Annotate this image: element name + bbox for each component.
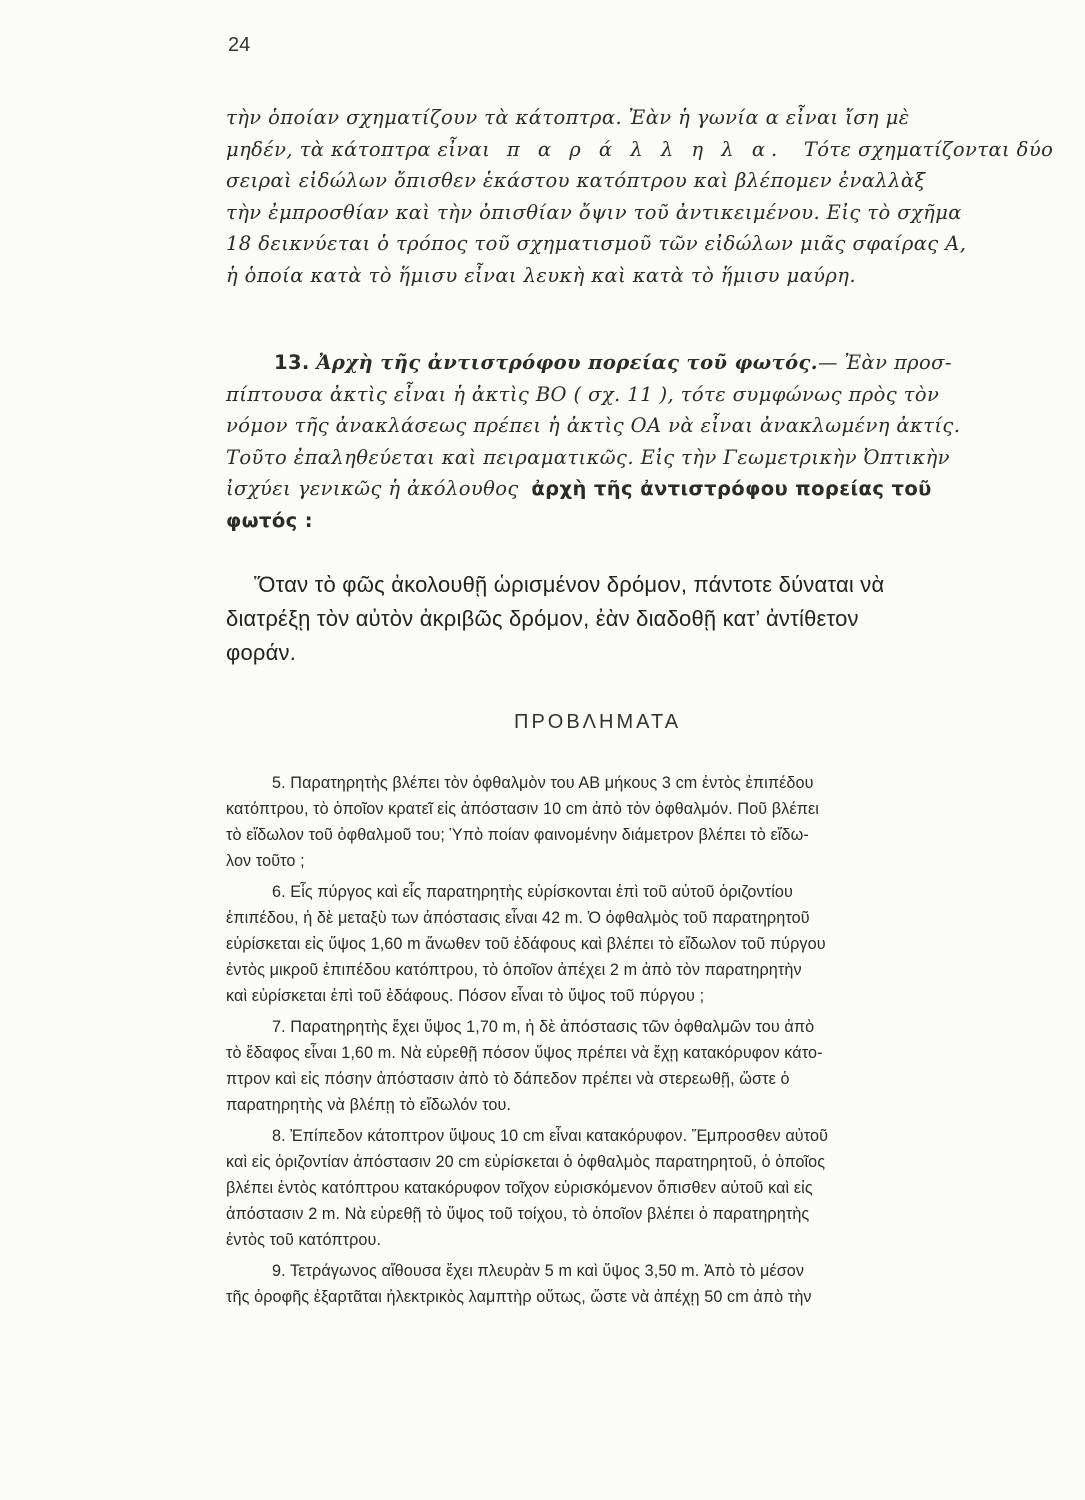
text-line: τὴν ἐμπροσθίαν καὶ τὴν ὀπισθίαν ὄψιν τοῦ ἀντικειμένου. Εἰς τὸ σχῆμα xyxy=(226,200,962,224)
text-line xyxy=(226,505,1062,537)
text-line: κατόπτρου, τὸ ὁποῖον κρατεῖ εἰς ἀπόστασιν 10 cm ἀπὸ τὸν ὀφθαλμόν. Ποῦ βλέπει xyxy=(226,800,819,818)
text-line: βλέπει ἐντὸς κατόπτρου κατακόρυφον τοῖχον εὑρισκόμενον ὄπισθεν αὐτοῦ καὶ εἰς xyxy=(226,1179,813,1197)
problem-9 xyxy=(226,1258,1062,1310)
text-line: παρατηρητὴς νὰ βλέπῃ τὸ εἴδωλόν του. xyxy=(226,1096,512,1114)
text-line: Τοῦτο ἐπαληθεύεται καὶ πειραματικῶς. Εἰς τὴν Γεωμετρικὴν Ὀπτικὴν xyxy=(226,445,950,469)
text-line: ἐντὸς μικροῦ ἐπιπέδου κατόπτρου, τὸ ὁποῖον ἀπέχει 2 m ἀπὸ τὸν παρατηρητὴν xyxy=(226,961,802,979)
section-title: Ἀρχὴ τῆς ἀντιστρόφου πορείας τοῦ φωτός. xyxy=(316,351,818,374)
problems-heading: ΠΡΟΒΛΗΜΑΤΑ xyxy=(514,711,682,733)
emphasis-parallel: π α ρ ά λ λ η λ α. xyxy=(506,137,784,161)
paragraph-mirrors xyxy=(226,102,1062,292)
problems-list xyxy=(226,770,1062,1315)
text-segment: — Ἐὰν προσ- xyxy=(818,351,952,374)
text-line: ἀπόστασιν 2 m. Νὰ εὑρεθῇ τὸ ὕψος τοῦ τοίχου, τὸ ὁποῖον βλέπει ὁ παρατηρητὴς xyxy=(226,1205,810,1223)
text-line: 18 δεικνύεται ὁ τρόπος τοῦ σχηματισμοῦ τῶν εἰδώλων μιᾶς σφαίρας Α, xyxy=(226,232,967,256)
text-line: διατρέξῃ τὸν αὐτὸν ἀκριβῶς δρόμον, ἐὰν διαδοθῇ κατ’ ἀντίθετον xyxy=(226,606,859,631)
text-line: 5. Παρατηρητὴς βλέπει τὸν ὀφθαλμὸν του ΑΒ μήκους 3 cm ἐντὸς ἐπιπέδου xyxy=(272,774,814,792)
text-line: σειραὶ εἰδώλων ὄπισθεν ἑκάστου κατόπτρου καὶ βλέπομεν ἐναλλὰξ xyxy=(226,169,926,193)
text-line: λον τοῦτο ; xyxy=(226,852,305,870)
text-line: πτρον καὶ εἰς πόσην ἀπόστασιν ἀπὸ τὸ δάπεδον πρέπει νὰ στερεωθῇ, ὥστε ὁ xyxy=(226,1070,790,1088)
text-line: ἐντὸς τοῦ κατόπτρου. xyxy=(226,1231,382,1249)
principle-statement xyxy=(226,568,1062,670)
text-line: τῆς ὀροφῆς ἐξαρτᾶται ἠλεκτρικὸς λαμπτὴρ οὕτως, ὥστε νὰ ἀπέχῃ 50 cm ἀπὸ τὴν xyxy=(226,1288,812,1306)
problem-8 xyxy=(226,1123,1062,1253)
text-line: καὶ εἰς ὁριζοντίαν ἀπόστασιν 20 cm εὑρίσκεται ὁ ὀφθαλμὸς παρατηρητοῦ, ὁ ὁποῖος xyxy=(226,1153,826,1171)
text-segment: ἰσχύει γενικῶς ἡ ἀκόλουθος xyxy=(226,477,519,501)
problem-6 xyxy=(226,879,1062,1009)
text-line: φοράν. xyxy=(226,640,297,665)
text-line: ἐπιπέδου, ἡ δὲ μεταξὺ των ἀπόστασις εἶναι 42 m. Ὁ ὀφθαλμὸς τοῦ παρατηρητοῦ xyxy=(226,909,810,927)
text-line: εὑρίσκεται εἰς ὕψος 1,60 m ἄνωθεν τοῦ ἐδάφους καὶ βλέπει τὸ εἴδωλον τοῦ πύργου xyxy=(226,935,826,953)
section-number: 13. xyxy=(274,351,310,374)
text-line xyxy=(226,473,1062,505)
text-segment: μηδέν, τὰ κάτοπτρα εἶναι xyxy=(226,137,491,161)
text-line: 8. Ἐπίπεδον κάτοπτρον ὕψους 10 cm εἶναι κατακόρυφον. Ἔμπροσθεν αὐτοῦ xyxy=(272,1127,829,1145)
text-line: 6. Εἷς πύργος καὶ εἷς παρατηρητὴς εὑρίσκονται ἐπὶ τοῦ αὐτοῦ ὁριζοντίου xyxy=(272,883,793,901)
principle-name: ἀρχὴ τῆς ἀντιστρόφου πορείας τοῦ xyxy=(531,477,932,501)
text-line: πίπτουσα ἀκτὶς εἶναι ἡ ἀκτὶς ΒΟ ( σχ. 11 ), τότε συμφώνως πρὸς τὸν xyxy=(226,382,940,406)
text-line: τὸ εἴδωλον τοῦ ὀφθαλμοῦ του; Ὑπὸ ποίαν φαινομένην διάμετρον βλέπει τὸ εἴδω- xyxy=(226,826,809,844)
text-line: Ὅταν τὸ φῶς ἀκολουθῇ ὡρισμένον δρόμον, πάντοτε δύναται νὰ xyxy=(254,572,885,597)
section-heading-line xyxy=(226,347,1062,379)
text-line: ἡ ὁποία κατὰ τὸ ἥμισυ εἶναι λευκὴ καὶ κατὰ τὸ ἥμισυ μαύρη. xyxy=(226,263,856,287)
text-line: 7. Παρατηρητὴς ἔχει ὕψος 1,70 m, ἡ δὲ ἀπόστασις τῶν ὀφθαλμῶν του ἀπὸ xyxy=(272,1018,815,1036)
text-line: τὸ ἔδαφος εἶναι 1,60 m. Νὰ εὑρεθῇ πόσον ὕψος πρέπει νὰ ἔχῃ κατακόρυφον κάτο- xyxy=(226,1044,823,1062)
section-13 xyxy=(226,347,1062,537)
text-line: νόμον τῆς ἀνακλάσεως πρέπει ἡ ἀκτὶς ΟΑ νὰ εἶναι ἀνακλωμένη ἀκτίς. xyxy=(226,414,961,438)
text-line: καὶ εὑρίσκεται ἐπὶ τοῦ ἐδάφους. Πόσον εἶναι τὸ ὕψος τοῦ πύργου ; xyxy=(226,987,705,1005)
page-number: 24 xyxy=(228,34,251,56)
text-line: τὴν ὁποίαν σχηματίζουν τὰ κάτοπτρα. Ἐὰν ἡ γωνία α εἶναι ἴση μὲ xyxy=(226,106,910,129)
text-segment: Τότε σχηματίζονται δύο xyxy=(803,137,1054,161)
text-line: 9. Τετράγωνος αἴθουσα ἔχει πλευρὰν 5 m καὶ ὕψος 3,50 m. Ἀπὸ τὸ μέσον xyxy=(272,1262,805,1280)
problem-5 xyxy=(226,770,1062,874)
problem-7 xyxy=(226,1014,1062,1118)
principle-name-end: φωτός : xyxy=(226,508,313,532)
text-line xyxy=(226,134,1062,166)
